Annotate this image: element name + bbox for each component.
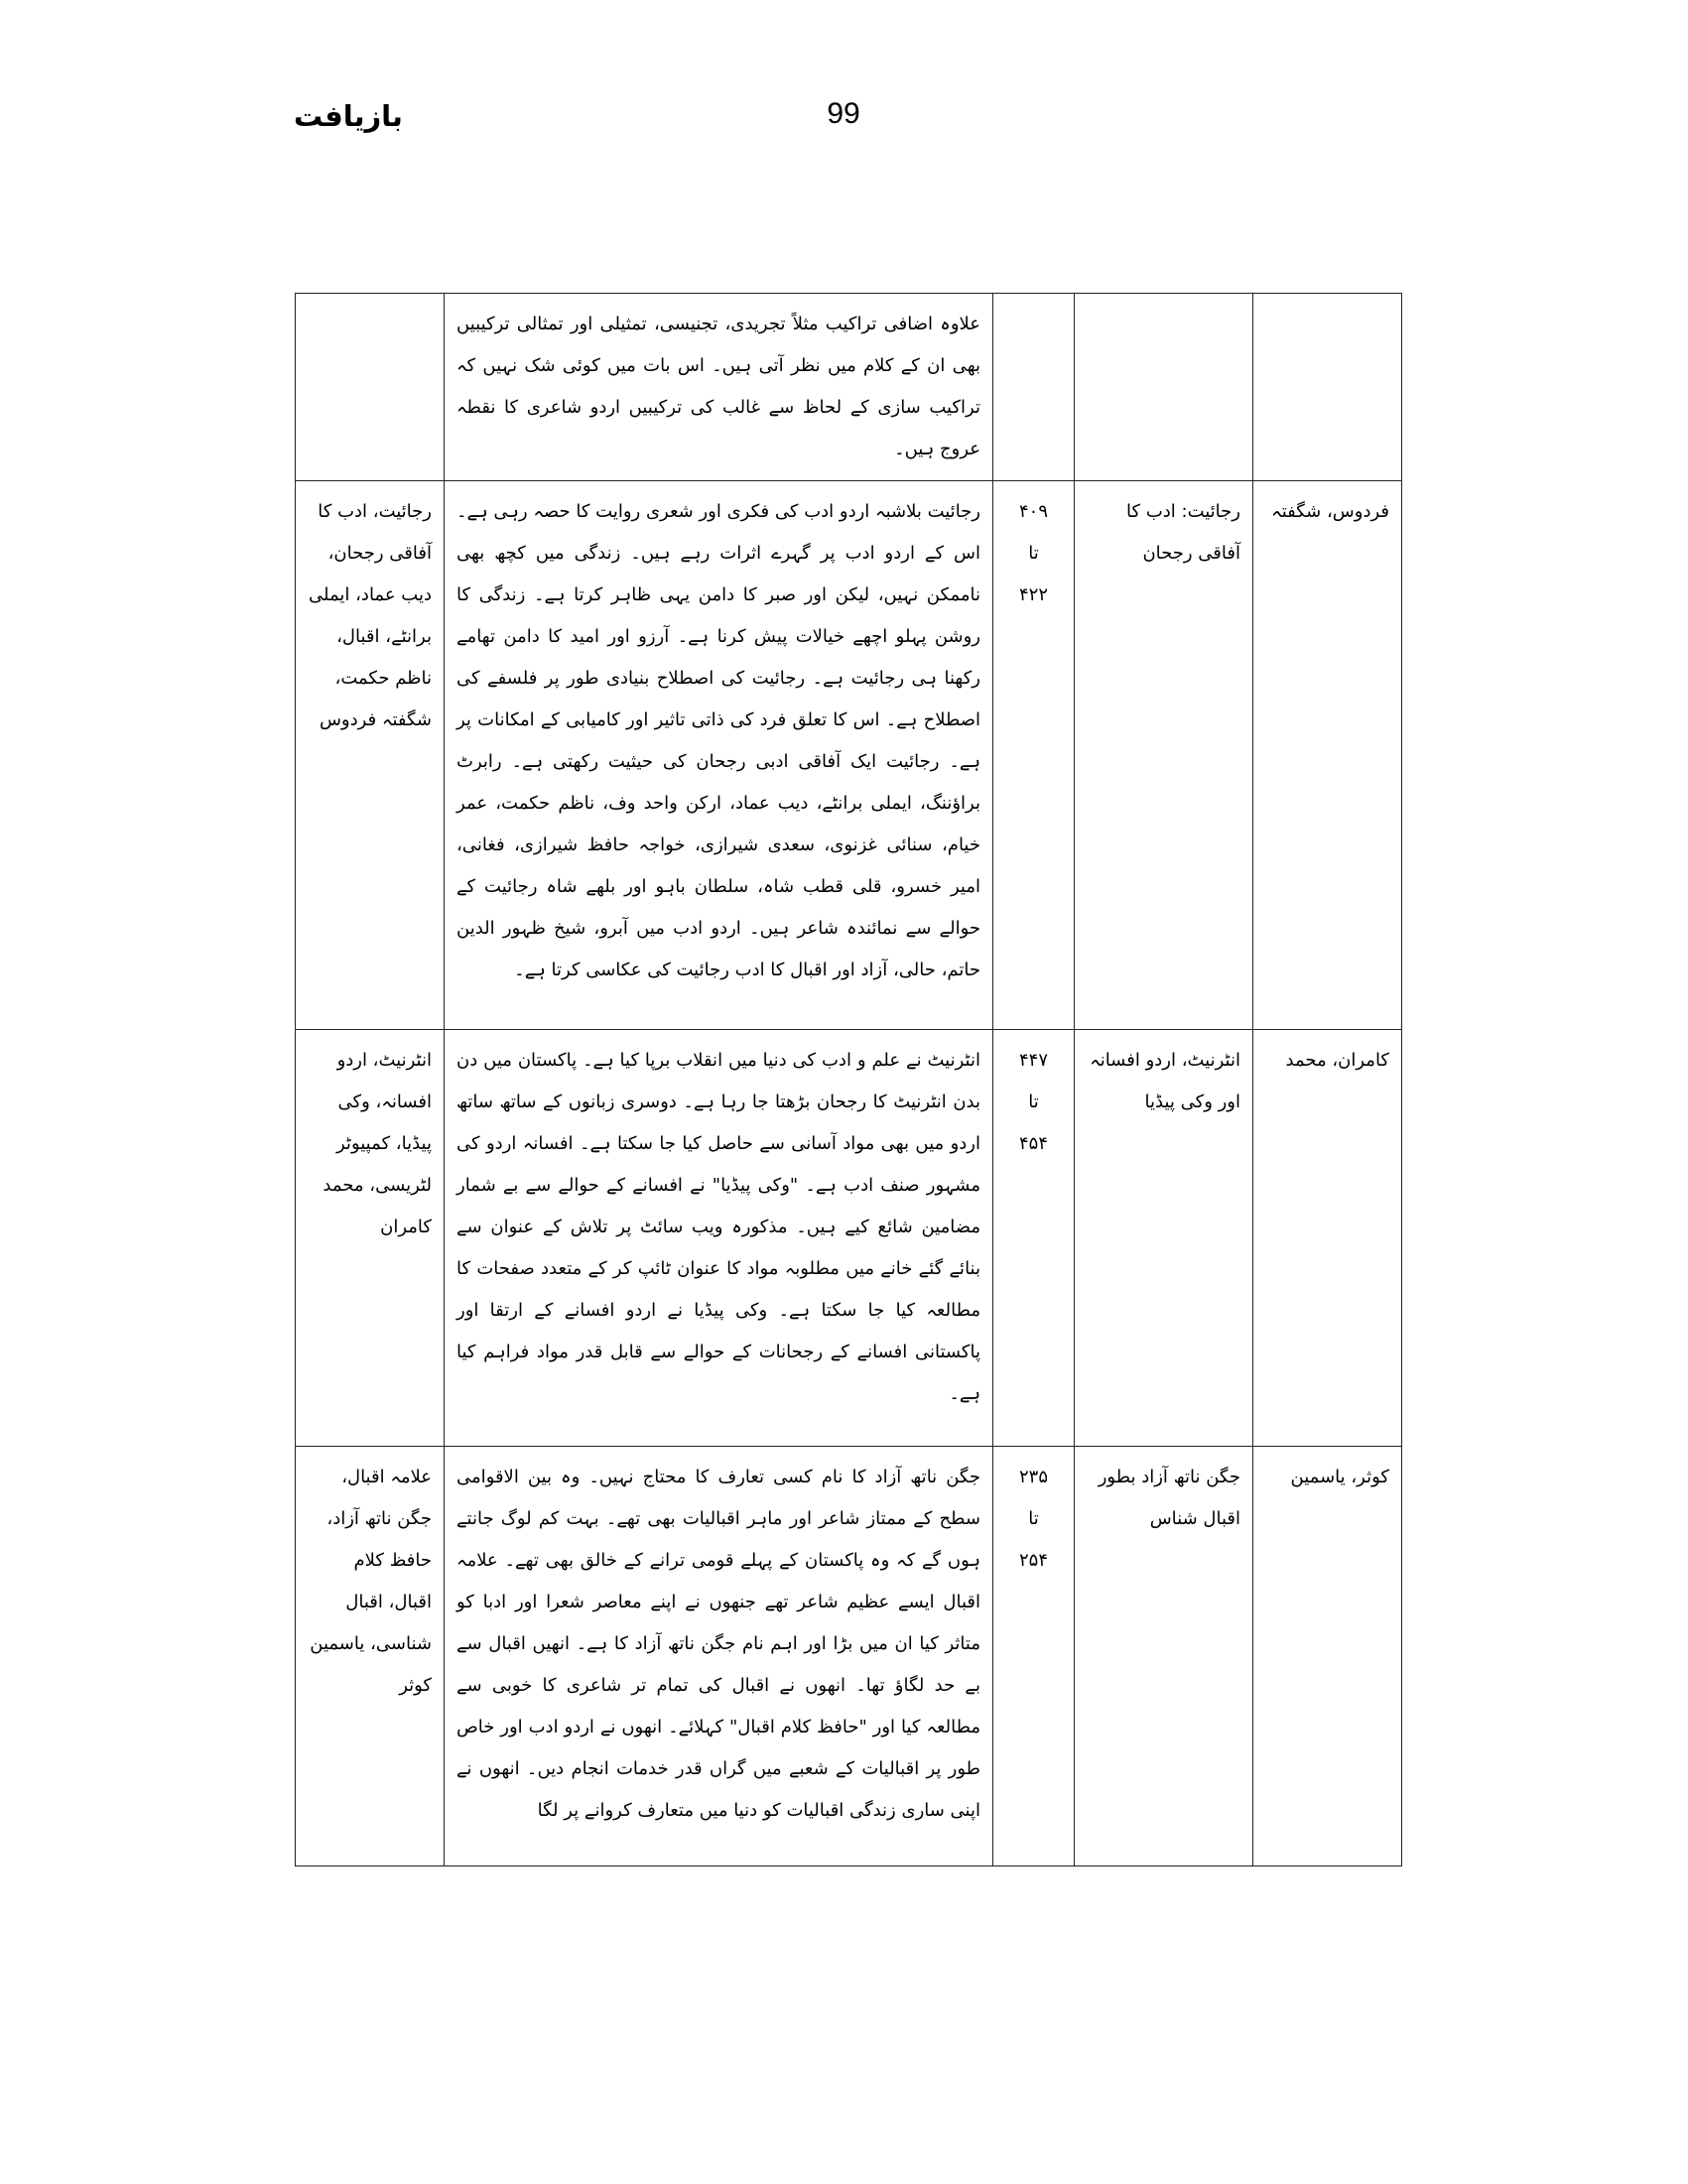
keywords-cell: انٹرنیٹ، اردو افسانہ، وکی پیڈیا، کمپیوٹر لٹریسی، محمد کامران [296, 1030, 445, 1447]
page-number: 99 [827, 97, 860, 130]
summary-cell: جگن ناتھ آزاد کا نام کسی تعارف کا محتاج نہیں۔ وہ بین الاقوامی سطح کے ممتاز شاعر اور ماہر اقبالیات بھی تھے۔ بہت کم لوگ جانتے ہوں گے کہ وہ پاکستان کے پہلے قومی ترانے کے خالق بھی تھے۔ علامہ اقبال ایسے عظیم شاعر تھے جنھوں نے اپنے معاصر شعرا اور ادبا کو متاثر کیا ان میں بڑا اور اہم نام جگن ناتھ آزاد کا ہے۔ انھیں اقبال سے بے حد لگاؤ تھا۔ انھوں نے اقبال کی تمام تر شاعری کا خوبی سے مطالعہ کیا اور "حافظ کلام اقبال" کہلائے۔ انھوں نے اردو ادب اور خاص طور پر اقبالیات کے شعبے میں گراں قدر خدمات انجام دیں۔ انھوں نے اپنی ساری زندگی اقبالیات کو دنیا میں متعارف کروانے پر لگا [445, 1447, 993, 1866]
table-row [296, 1447, 1402, 1866]
table-row [296, 481, 1402, 1030]
page-from: ۲۳۵ [1018, 1467, 1048, 1487]
author-cell [1253, 294, 1402, 481]
page-to: ۴۲۲ [1018, 584, 1048, 605]
author-cell: کامران، محمد [1253, 1030, 1402, 1447]
page-from: ۴۰۹ [1018, 501, 1048, 522]
page-to: ۲۵۴ [1018, 1550, 1048, 1571]
summary-cell: رجائیت بلاشبہ اردو ادب کی فکری اور شعری روایت کا حصہ رہی ہے۔ اس کے اردو ادب پر گہرے اثرات رہے ہیں۔ زندگی میں کچھ بھی ناممکن نہیں، لیکن اور صبر کا دامن یہی ظاہر کرتا ہے۔ زندگی کا روشن پہلو اچھے خیالات پیش کرنا ہے۔ آرزو اور امید کا دامن تھامے رکھنا ہی رجائیت ہے۔ رجائیت کی اصطلاح بنیادی طور پر فلسفے کی اصطلاح ہے۔ اس کا تعلق فرد کی ذاتی تاثیر اور کامیابی کے امکانات پر ہے۔ رجائیت ایک آفاقی ادبی رجحان کی حیثیت رکھتی ہے۔ رابرٹ براؤننگ، ایملی برانٹے، دیب عماد، ارکن واحد وف، ناظم حکمت، عمر خیام، سنائی غزنوی، سعدی شیرازی، خواجہ حافظ شیرازی، فغانی، امیر خسرو، قلی قطب شاہ، سلطان باہو اور بلھے شاہ رجائیت کے حوالے سے نمائندہ شاعر ہیں۔ اردو ادب میں آبرو، شیخ ظہور الدین حاتم، حالی، آزاد اور اقبال کا ادب رجائیت کی عکاسی کرتا ہے۔ [445, 481, 993, 1030]
author-cell: کوثر، یاسمین [1253, 1447, 1402, 1866]
author-cell: فردوس، شگفتہ [1253, 481, 1402, 1030]
page-from: ۴۴۷ [1018, 1050, 1048, 1071]
keywords-cell: رجائیت، ادب کا آفاقی رجحان، دیب عماد، ایملی برانٹے، اقبال، ناظم حکمت، شگفتہ فردوس [296, 481, 445, 1030]
page-to-word: تا [1028, 1092, 1039, 1112]
pages-cell [993, 1030, 1075, 1447]
title-cell: انٹرنیٹ، اردو افسانہ اور وکی پیڈیا [1075, 1030, 1253, 1447]
keywords-cell: علامہ اقبال، جگن ناتھ آزاد، حافظ کلام اقبال، اقبال شناسی، یاسمین کوثر [296, 1447, 445, 1866]
table-row [296, 1030, 1402, 1447]
page-to: ۴۵۴ [1018, 1133, 1048, 1154]
page-to-word: تا [1028, 543, 1039, 564]
pages-cell [993, 1447, 1075, 1866]
pages-cell [993, 294, 1075, 481]
summary-cell: علاوہ اضافی تراکیب مثلاً تجریدی، تجنیسی، تمثیلی اور تمثالی ترکیبیں بھی ان کے کلام میں نظر آتی ہیں۔ اس بات میں کوئی شک نہیں کہ تراکیب سازی کے لحاظ سے غالب کی ترکیبیں اردو شاعری کا نقطہ عروج ہیں۔ [445, 294, 993, 481]
title-cell: جگن ناتھ آزاد بطور اقبال شناس [1075, 1447, 1253, 1866]
bibliography-table [295, 293, 1402, 1866]
page-to-word: تا [1028, 1508, 1039, 1529]
pages-cell [993, 481, 1075, 1030]
table-row [296, 294, 1402, 481]
title-cell: رجائیت: ادب کا آفاقی رجحان [1075, 481, 1253, 1030]
title-cell [1075, 294, 1253, 481]
journal-name: بازیافت [294, 99, 403, 133]
keywords-cell [296, 294, 445, 481]
summary-cell: انٹرنیٹ نے علم و ادب کی دنیا میں انقلاب برپا کیا ہے۔ پاکستان میں دن بدن انٹرنیٹ کا رجحان بڑھتا جا رہا ہے۔ دوسری زبانوں کے ساتھ ساتھ اردو میں بھی مواد آسانی سے حاصل کیا جا سکتا ہے۔ افسانہ اردو کی مشہور صنف ادب ہے۔ "وکی پیڈیا" نے افسانے کے حوالے سے بے شمار مضامین شائع کیے ہیں۔ مذکورہ ویب سائٹ پر تلاش کے عنوان سے بنائے گئے خانے میں مطلوبہ مواد کا عنوان ٹائپ کر کے متعدد صفحات کا مطالعہ کیا جا سکتا ہے۔ وکی پیڈیا نے اردو افسانے کے ارتقا اور پاکستانی افسانے کے رجحانات کے حوالے سے قابل قدر مواد فراہم کیا ہے۔ [445, 1030, 993, 1447]
